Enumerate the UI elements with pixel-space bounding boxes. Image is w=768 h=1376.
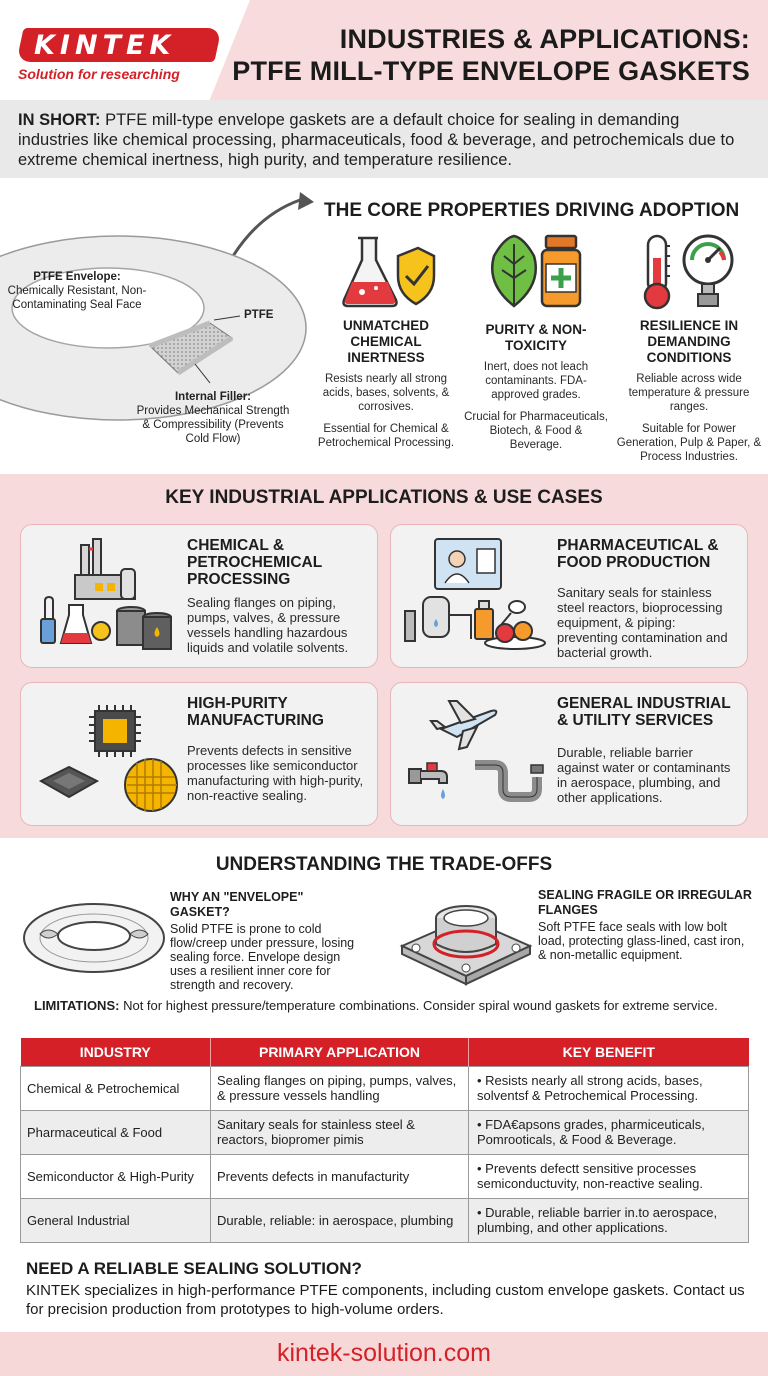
property-title: RESILIENCE IN DEMANDING CONDITIONS [639, 318, 739, 365]
page-title-line2: PTFE MILL-TYPE ENVELOPE GASKETS [232, 56, 750, 86]
chemical-plant-icon [31, 535, 181, 659]
table-cell: • Prevents defectt sensitive processes semiconductuvity, non-reactive sealing. [469, 1154, 749, 1198]
table-cell: Pharmaceutical & Food [21, 1110, 211, 1154]
table-header-industry: INDUSTRY [21, 1038, 211, 1066]
property-desc: Reliable across wide temperature & pressure ranges. [628, 373, 750, 413]
key-applications-section [0, 474, 768, 838]
page-title-line1: INDUSTRIES & APPLICATIONS: [339, 24, 750, 54]
thermometer-gauge-icon [640, 234, 740, 310]
app-card-chemical [20, 524, 378, 668]
property-note: Essential for Chemical & Petrochemical Processing. [317, 423, 455, 449]
cta-title: NEED A RELIABLE SEALING SOLUTION? [26, 1259, 362, 1278]
in-short-label: IN SHORT: [18, 111, 101, 129]
table-header-row [21, 1038, 749, 1066]
app-card-text: Prevents defects in sensitive processes like semiconductor manufacturing with high-purity, non-reactive sealing. [187, 743, 364, 803]
tradeoff-text: Soft PTFE face seals with low bolt load, protecting glass-lined, cast iron, & non-metallic equipment. [538, 920, 745, 962]
envelope-label [4, 270, 150, 312]
app-card-high-purity [20, 682, 378, 826]
envelope-label-text: Chemically Resistant, Non-Contaminating Seal Face [7, 285, 147, 311]
summary-table [20, 1038, 749, 1243]
table-row [21, 1066, 749, 1110]
flask-shield-icon [340, 234, 436, 310]
table-header-application: PRIMARY APPLICATION [211, 1038, 469, 1066]
core-properties-title: THE CORE PROPERTIES DRIVING ADOPTION [324, 200, 740, 221]
table-cell: Prevents defects in manufacturity [211, 1154, 469, 1198]
table-cell-text: Resists nearly all strong acids, bases, solventsf & Petrochemical Processing. [477, 1073, 703, 1103]
key-applications-title: KEY INDUSTRIAL APPLICATIONS & USE CASES [165, 487, 603, 508]
logo-brand-text: KINTEK [34, 30, 176, 61]
ptfe-label: PTFE [244, 309, 274, 321]
property-desc: Inert, does not leach contaminants. FDA-approved grades. [483, 361, 589, 401]
tradeoff-title: SEALING FRAGILE OR IRREGULAR FLANGES [538, 888, 752, 917]
property-desc: Resists nearly all strong acids, bases, solvents, & corrosives. [322, 373, 450, 413]
property-note: Crucial for Pharmaceuticals, Biotech, & Food & Beverage. [464, 411, 608, 451]
filler-label [132, 390, 294, 446]
table-row [21, 1198, 749, 1242]
table-cell-text: Durable, reliable barrier in.to aerospace, plumbing, and other applications. [477, 1205, 718, 1235]
plane-faucet-pipe-icon [401, 693, 551, 817]
table-cell: • Resists nearly all strong acids, bases, solventsf & Petrochemical Processing. [469, 1066, 749, 1110]
table-header-benefit: KEY BENEFIT [469, 1038, 749, 1066]
table-cell: Semiconductor & High-Purity [21, 1154, 211, 1198]
cta-text: KINTEK specializes in high-performance PTFE components, including custom envelope gaskets. Contact us for precision production from prototypes to high-volume orders. [26, 1282, 745, 1318]
table-cell: Sanitary seals for stainless steel & reactors, biopromer pimis [211, 1110, 469, 1154]
leaf-medicine-icon [486, 234, 586, 310]
flange-icon [396, 888, 536, 988]
table-cell: General Industrial [21, 1198, 211, 1242]
table-cell: • FDA€apsons grades, pharmiceuticals, Pomrooticals, & Food & Beverage. [469, 1110, 749, 1154]
envelope-label-title: PTFE Envelope: [33, 271, 121, 283]
table-cell: • Durable, reliable barrier in.to aerospace, plumbing, and other applications. [469, 1198, 749, 1242]
app-card-title: PHARMACEUTICAL & FOOD PRODUCTION [557, 537, 719, 571]
limitations-text: Not for highest pressure/temperature combinations. Consider spiral wound gaskets for extreme service. [123, 998, 718, 1013]
app-card-text: Durable, reliable barrier against water or contaminants in aerospace, plumbing, and other applications. [557, 745, 731, 805]
app-card-title: HIGH-PURITY MANUFACTURING [187, 695, 324, 729]
page-footer [0, 1332, 768, 1376]
app-card-pharma [390, 524, 748, 668]
property-chemical-inertness [316, 318, 456, 450]
tradeoffs-title: UNDERSTANDING THE TRADE-OFFS [215, 854, 553, 875]
property-title: PURITY & NON-TOXICITY [485, 322, 587, 353]
property-resilience [614, 318, 764, 464]
property-purity [462, 322, 610, 452]
table-cell: Chemical & Petrochemical [21, 1066, 211, 1110]
semiconductor-chip-icon [31, 693, 181, 817]
app-card-title: CHEMICAL & PETROCHEMICAL PROCESSING [187, 537, 322, 588]
table-cell-text: FDA€apsons grades, pharmiceuticals, Pomrooticals, & Food & Beverage. [477, 1117, 705, 1147]
table-cell-text: Prevents defectt sensitive processes semiconductuvity, non-reactive sealing. [477, 1161, 703, 1191]
app-card-text: Sanitary seals for stainless steel reactors, bioprocessing equipment, & piping: preventing contamination and bacterial growth. [557, 585, 728, 660]
tradeoff-fragile-flanges [538, 888, 752, 962]
in-short-summary [0, 100, 768, 178]
app-card-title: GENERAL INDUSTRIAL & UTILITY SERVICES [557, 695, 731, 729]
footer-website-link[interactable]: kintek-solution.com [277, 1339, 491, 1367]
filler-label-text: Provides Mechanical Strength & Compressibility (Prevents Cold Flow) [136, 405, 290, 445]
in-short-text: PTFE mill-type envelope gaskets are a default choice for sealing in demanding industries like chemical processing, pharmaceuticals, food & beverage, and petrochemicals due to extreme chemical inertness, high purity, and temperature resilience. [18, 111, 735, 169]
logo-tagline: Solution for researching [18, 66, 180, 82]
envelope-gasket-section-icon [20, 896, 170, 980]
app-card-text: Sealing flanges on piping, pumps, valves, & pressure vessels handling hazardous liquids and volatile solvents. [187, 595, 349, 655]
tradeoff-envelope [170, 890, 366, 992]
tradeoffs-section [0, 838, 768, 1034]
tradeoff-text: Solid PTFE is prone to cold flow/creep under pressure, losing sealing force. Envelope design uses a resilient inner core for strength and recovery. [170, 922, 355, 992]
property-note: Suitable for Power Generation, Pulp & Paper, & Process Industries. [616, 423, 762, 463]
core-properties-section [0, 178, 768, 474]
app-card-general [390, 682, 748, 826]
tradeoff-title: WHY AN "ENVELOPE" GASKET? [170, 890, 304, 919]
property-title: UNMATCHED CHEMICAL INERTNESS [343, 318, 429, 365]
table-cell: Sealing flanges on piping, pumps, valves, & pressure vessels handling [211, 1066, 469, 1110]
table-row [21, 1154, 749, 1198]
pharma-food-icon [401, 535, 551, 659]
table-row [21, 1110, 749, 1154]
table-cell: Durable, reliable: in aerospace, plumbing [211, 1198, 469, 1242]
filler-label-title: Internal Filler: [174, 391, 252, 403]
limitations-label: LIMITATIONS: [34, 998, 120, 1013]
page-header [0, 0, 768, 100]
limitations-note [34, 998, 718, 1013]
